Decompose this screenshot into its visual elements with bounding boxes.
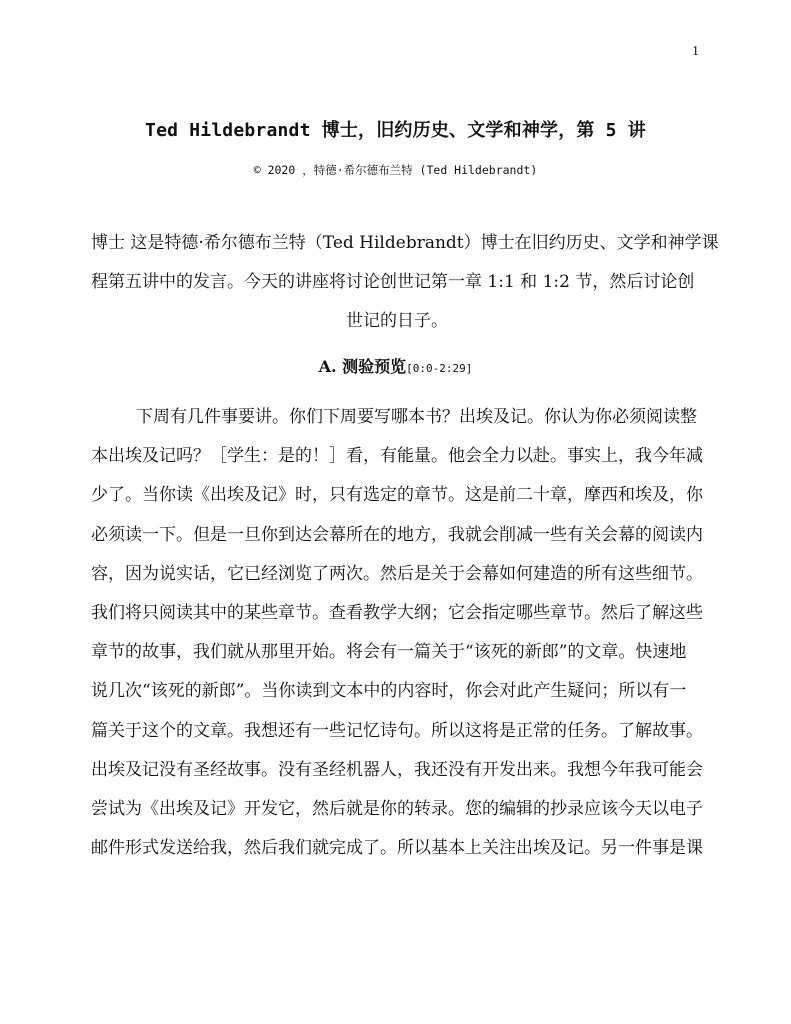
body-line: 少了。当你读《出埃及记》时，只有选定的章节。这是前二十章，摩西和埃及，你 [91,485,703,506]
intro-line: 博士 这是特德·希尔德布兰特（Ted Hildebrandt）博士在旧约历史、文学和神学课 [91,233,719,253]
body-line: 尝试为《出埃及记》开发它，然后就是你的转录。您的编辑的抄录应该今天以电子 [91,799,703,820]
section-label: A. 测验预览 [318,357,407,376]
body-line: 出埃及记没有圣经故事。没有圣经机器人，我还没有开发出来。我想今年我可能会 [91,759,703,780]
intro-paragraph [91,224,719,341]
copyright-line: © 2020 ，特德·希尔德布兰特 (Ted Hildebrandt) [253,163,538,177]
body-line: 容，因为说实话，它已经浏览了两次。然后是关于会幕如何建造的所有这些细节。 [91,563,703,584]
body-line: 章节的故事，我们就从那里开始。将会有一篇关于“该死的新郎”的文章。快速地 [91,642,687,663]
body-line: 必须读一下。但是一旦你到达会幕所在的地方，我就会削减一些有关会幕的阅读内 [91,524,703,545]
body-line: 说几次“该死的新郎”。当你读到文本中的内容时，你会对此产生疑问；所以有一 [91,681,687,702]
body-line: 篇关于这个的文章。我想还有一些记忆诗句。所以这将是正常的任务。了解故事。 [91,720,703,741]
body-line: 邮件形式发送给我，然后我们就完成了。所以基本上关注出埃及记。另一件事是课 [91,838,703,859]
body-line: 本出埃及记吗？［学生：是的！］看，有能量。他会全力以赴。事实上，我今年减 [91,446,703,467]
section-heading [0,354,791,377]
intro-line: 世记的日子。 [346,311,448,331]
document-title: Ted Hildebrandt 博士，旧约历史、文学和神学，第 5 讲 [145,120,646,141]
body-paragraph [91,398,703,868]
section-timestamp: [0:0-2:29] [406,362,473,375]
body-line: 我们将只阅读其中的某些章节。查看教学大纲；它会指定哪些章节。然后了解这些 [91,603,703,624]
intro-line: 程第五讲中的发言。今天的讲座将讨论创世记第一章 1:1 和 1:2 节，然后讨论创 [91,272,695,292]
body-line: 下周有几件事要讲。你们下周要写哪本书？出埃及记。你认为你必须阅读整 [136,407,697,427]
page-number: 1 [692,44,699,59]
